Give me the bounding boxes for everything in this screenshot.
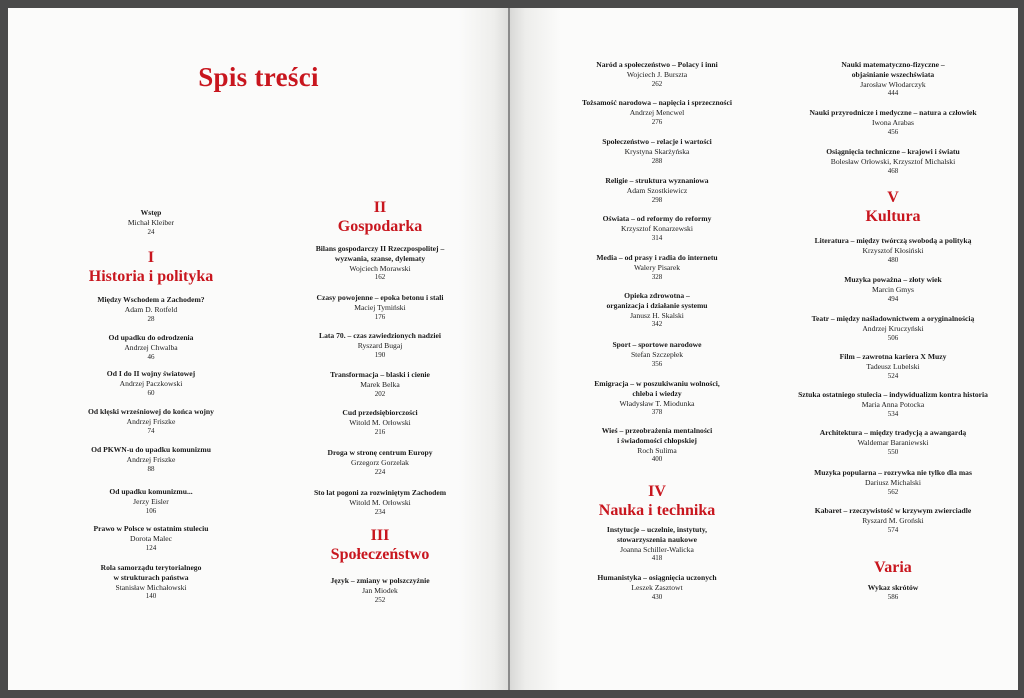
toc-entry	[783, 428, 1003, 457]
toc-entry	[56, 369, 246, 398]
entry-page: 60	[147, 388, 155, 397]
entry-title: Od upadku komunizmu...	[109, 487, 193, 496]
section-number: I	[147, 249, 155, 266]
entry-page: 480	[887, 255, 899, 264]
entry-author: Jan Miodek	[362, 585, 398, 595]
entry-title: Oświata – od reformy do reformy	[602, 214, 712, 223]
toc-entry	[557, 426, 757, 465]
toc-entry	[56, 407, 246, 436]
right-page	[510, 8, 1018, 690]
entry-title: Naród a społeczeństwo – Polacy i inni	[596, 60, 718, 69]
entry-page: 46	[147, 352, 155, 361]
section-heading-varia	[783, 558, 1003, 578]
entry-author: Krzysztof Konarzewski	[621, 223, 693, 233]
entry-title: Literatura – między twórczą swobodą a polityką	[814, 236, 972, 245]
entry-author: Andrzej Paczkowski	[119, 378, 183, 388]
entry-title: Od PKWN-u do upadku komunizmu	[91, 445, 211, 454]
entry-author: Witold M. Orłowski	[349, 417, 411, 427]
toc-entry	[557, 291, 757, 330]
entry-title: Opieka zdrowotna – organizacja i działanie systemu	[606, 291, 708, 310]
entry-page: 140	[145, 592, 157, 601]
entry-title: Bilans gospodarczy II Rzeczpospolitej – wyzwania, szanse, dylematy	[315, 244, 445, 263]
toc-entry	[557, 253, 757, 282]
entry-title: Instytucje – uczelnie, instytuty, stowarzyszenia naukowe	[606, 525, 708, 544]
section-heading-3	[285, 526, 475, 565]
entry-title: Tożsamość narodowa – napięcia i sprzeczności	[582, 98, 732, 107]
entry-title: Muzyka poważna – złoty wiek	[844, 275, 942, 284]
entry-author: Andrzej Kruczyński	[862, 323, 924, 333]
entry-title: Wstęp	[140, 208, 162, 217]
entry-author: Dorota Malec	[130, 533, 172, 543]
entry-author: Stanisław Michałowski	[115, 582, 187, 592]
section-name: Nauka i technika	[598, 502, 716, 519]
entry-title: Droga w stronę centrum Europy	[327, 448, 433, 457]
entry-author: Marek Belka	[360, 379, 400, 389]
toc-entry	[56, 563, 246, 602]
entry-page: 430	[651, 592, 663, 601]
entry-title: Wieś – przeobrażenia mentalności i świadomości chłopskiej	[601, 426, 713, 445]
entry-title: Religie – struktura wyznaniowa	[605, 176, 709, 185]
toc-entry	[783, 108, 1003, 137]
entry-author: Krystyna Skarżyńska	[624, 146, 690, 156]
toc-entry	[285, 293, 475, 322]
entry-title: Osiągnięcia techniczne – krajowi i światu	[826, 147, 960, 156]
entry-page: 378	[651, 408, 663, 417]
entry-page: 190	[374, 350, 386, 359]
section-name: Kultura	[865, 208, 921, 225]
toc-title: Spis treści	[198, 62, 319, 92]
section-name: Historia i polityka	[88, 268, 214, 285]
entry-author: Witold M. Orłowski	[349, 497, 411, 507]
toc-entry	[557, 340, 757, 369]
entry-title: Rola samorządu terytorialnego w strukturach państwa	[100, 563, 202, 582]
section-name: Społeczeństwo	[330, 546, 430, 563]
entry-title: Język – zmiany w polszczyźnie	[330, 576, 430, 585]
entry-author: Andrzej Mencwel	[629, 107, 685, 117]
toc-entry	[557, 525, 757, 564]
toc-entry	[56, 487, 246, 516]
entry-author: Wojciech Morawski	[349, 263, 411, 273]
entry-author: Adam D. Rotfeld	[124, 304, 178, 314]
entry-author: Dariusz Michalski	[865, 477, 921, 487]
entry-title: Sto lat pogoni za rozwiniętym Zachodem	[313, 488, 447, 497]
entry-page: 586	[887, 592, 899, 601]
toc-entry	[285, 408, 475, 437]
entry-page: 506	[887, 333, 899, 342]
entry-page: 262	[651, 79, 663, 88]
toc-column-2	[285, 8, 475, 690]
section-number: V	[887, 189, 899, 206]
entry-author: Ryszard Bugaj	[357, 340, 403, 350]
entry-title: Muzyka popularna – rozrywka nie tylko dla mas	[814, 468, 972, 477]
entry-page: 456	[887, 127, 899, 136]
entry-page: 202	[374, 389, 386, 398]
entry-page: 276	[651, 117, 663, 126]
entry-author: Grzegorz Gorzelak	[351, 457, 409, 467]
entry-page: 176	[374, 312, 386, 321]
entry-title: Sztuka ostatniego stulecia – indywidualizm kontra historia	[798, 390, 988, 399]
entry-title: Od klęski wrześniowej do końca wojny	[88, 407, 214, 416]
toc-entry	[557, 214, 757, 243]
entry-page: 400	[651, 455, 663, 464]
toc-entry	[557, 176, 757, 205]
toc-entry	[783, 468, 1003, 497]
entry-page: 524	[887, 371, 899, 380]
toc-entry	[285, 488, 475, 517]
section-number: IV	[648, 483, 666, 500]
entry-title: Humanistyka – osiągnięcia uczonych	[597, 573, 717, 582]
toc-entry	[557, 379, 757, 418]
entry-title: Sport – sportowe narodowe	[612, 340, 702, 349]
section-name: Gospodarka	[337, 218, 423, 235]
entry-page: 342	[651, 320, 663, 329]
entry-page: 418	[651, 554, 663, 563]
entry-page: 534	[887, 409, 899, 418]
toc-column-4	[783, 8, 1003, 690]
entry-author: Janusz H. Skalski	[630, 310, 684, 320]
entry-title: Od I do II wojny światowej	[106, 369, 196, 378]
entry-title: Wykaz skrótów	[867, 583, 919, 592]
entry-page: 562	[887, 487, 899, 496]
entry-title: Lata 70. – czas zawiedzionych nadziei	[319, 331, 441, 340]
entry-author: Leszek Zasztowt	[631, 582, 683, 592]
toc-entry	[783, 236, 1003, 265]
entry-page: 74	[147, 426, 155, 435]
entry-page: 574	[887, 525, 899, 534]
entry-title: Transformacja – blaski i cienie	[330, 370, 430, 379]
entry-title: Nauki matematyczno-fizyczne – objaśnianie wszechświata	[841, 60, 945, 79]
entry-author: Roch Sulima	[637, 445, 677, 455]
entry-title: Społeczeństwo – relacje i wartości	[602, 137, 712, 146]
toc-entry	[783, 583, 1003, 603]
section-number: III	[370, 527, 390, 544]
toc-entry	[783, 314, 1003, 343]
entry-page: 124	[145, 543, 157, 552]
entry-author: Krzysztof Kłosiński	[862, 245, 924, 255]
toc-entry	[557, 137, 757, 166]
entry-author: Michał Kleiber	[127, 217, 175, 227]
toc-entry	[285, 244, 475, 283]
entry-author: Waldemar Baraniewski	[857, 437, 929, 447]
entry-author: Bolesław Orłowski, Krzysztof Michalski	[830, 156, 956, 166]
entry-title: Między Wschodem a Zachodem?	[97, 295, 205, 304]
entry-page: 224	[374, 467, 386, 476]
toc-entry	[285, 448, 475, 477]
entry-page: 288	[651, 156, 663, 165]
toc-entry	[285, 370, 475, 399]
entry-title: Teatr – między naśladownictwem a oryginalnością	[811, 314, 975, 323]
toc-entry	[783, 390, 1003, 419]
entry-author: Wojciech J. Burszta	[626, 69, 688, 79]
entry-author: Andrzej Friszke	[126, 454, 176, 464]
entry-page: 28	[147, 314, 155, 323]
entry-author: Maria Anna Potocka	[861, 399, 925, 409]
toc-entry	[56, 445, 246, 474]
section-heading-4	[557, 482, 757, 521]
entry-title: Film – zawrotna kariera X Muzy	[839, 352, 947, 361]
entry-author: Iwona Arabas	[872, 117, 914, 127]
entry-author: Maciej Tymiński	[354, 302, 406, 312]
entry-author: Andrzej Friszke	[126, 416, 176, 426]
entry-title: Nauki przyrodnicze i medyczne – natura a człowiek	[809, 108, 977, 117]
entry-page: 24	[147, 227, 155, 236]
entry-page: 444	[887, 89, 899, 98]
entry-title: Media – od prasy i radia do internetu	[596, 253, 718, 262]
toc-entry	[783, 352, 1003, 381]
entry-author: Tadeusz Lubelski	[866, 361, 920, 371]
section-heading-2	[285, 198, 475, 237]
toc-column-3	[557, 8, 757, 690]
entry-page: 162	[374, 273, 386, 282]
toc-entry	[557, 573, 757, 602]
entry-page: 252	[374, 595, 386, 604]
entry-author: Joanna Schiller-Walicka	[620, 544, 694, 554]
entry-page: 356	[651, 359, 663, 368]
left-page	[8, 8, 509, 690]
entry-page: 88	[147, 464, 155, 473]
section-name: Varia	[874, 559, 912, 576]
entry-title: Czasy powojenne – epoka betonu i stali	[316, 293, 444, 302]
entry-page: 468	[887, 166, 899, 175]
toc-entry	[56, 524, 246, 553]
entry-page: 314	[651, 233, 663, 242]
section-heading-5	[783, 188, 1003, 227]
entry-author: Ryszard M. Groński	[862, 515, 924, 525]
toc-entry	[56, 333, 246, 362]
entry-title: Od upadku do odrodzenia	[108, 333, 194, 342]
entry-author: Jarosław Włodarczyk	[860, 79, 926, 89]
entry-page: 298	[651, 195, 663, 204]
entry-author: Stefan Szczepłek	[630, 349, 684, 359]
toc-column-1	[56, 8, 246, 690]
entry-author: Walery Pisarek	[634, 262, 680, 272]
toc-entry	[783, 60, 1003, 99]
entry-page: 234	[374, 507, 386, 516]
section-number: II	[373, 199, 387, 216]
toc-entry-intro	[56, 208, 246, 237]
entry-title: Cud przedsiębiorczości	[342, 408, 418, 417]
entry-author: Jerzy Eisler	[133, 496, 169, 506]
entry-author: Andrzej Chwalba	[124, 342, 178, 352]
toc-entry	[285, 331, 475, 360]
entry-page: 550	[887, 447, 899, 456]
entry-title: Prawo w Polsce w ostatnim stuleciu	[93, 524, 209, 533]
entry-title: Emigracja – w poszukiwaniu wolności, chleba i wiedzy	[594, 379, 720, 398]
toc-entry	[557, 60, 757, 89]
toc-entry	[783, 506, 1003, 535]
entry-author: Adam Szostkiewicz	[626, 185, 688, 195]
entry-page: 328	[651, 272, 663, 281]
section-heading-1	[56, 248, 246, 287]
entry-page: 494	[887, 294, 899, 303]
entry-page: 106	[145, 506, 157, 515]
entry-page: 216	[374, 427, 386, 436]
entry-author: Marcin Gmys	[872, 284, 914, 294]
entry-title: Kabaret – rzeczywistość w krzywym zwierciadle	[814, 506, 972, 515]
toc-entry	[783, 275, 1003, 304]
entry-author: Władysław T. Miodunka	[619, 398, 695, 408]
toc-entry	[783, 147, 1003, 176]
toc-entry	[557, 98, 757, 127]
toc-entry	[285, 576, 475, 605]
entry-title: Architektura – między tradycją a awangardą	[819, 428, 967, 437]
toc-entry	[56, 295, 246, 324]
